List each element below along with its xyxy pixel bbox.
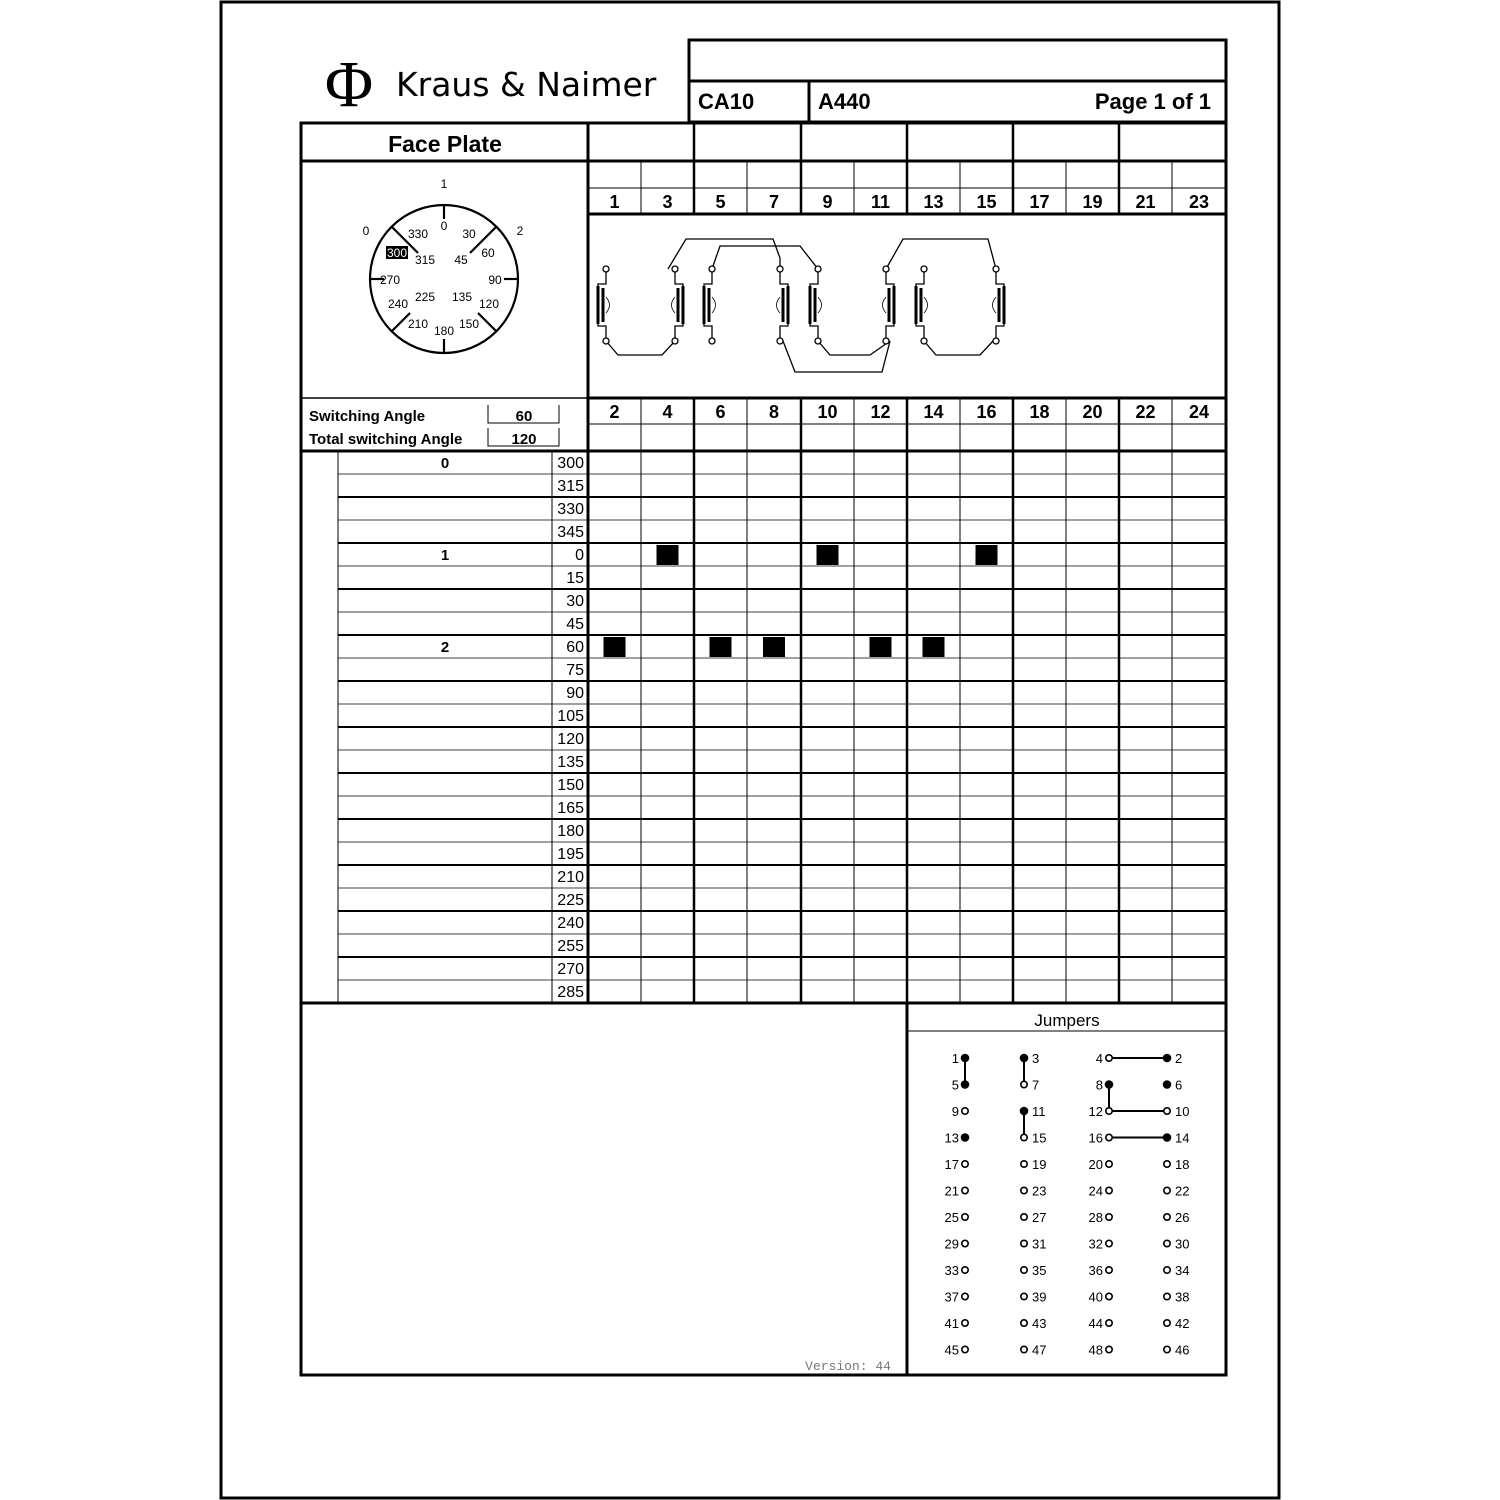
jumper-terminal-open [1164, 1320, 1170, 1326]
jumper-terminal-label: 19 [1032, 1157, 1047, 1172]
jumper-terminal-label: 31 [1032, 1236, 1047, 1252]
dial-angle-label: 30 [462, 227, 476, 241]
closed-contact-marker [763, 637, 785, 657]
terminal-number-top: 11 [870, 192, 891, 212]
jumper-terminal-label: 22 [1175, 1183, 1190, 1199]
jumper-terminal-open [1164, 1187, 1170, 1193]
dial-angle-label: 315 [414, 253, 436, 267]
position-angle: 345 [557, 524, 584, 541]
position-angle: 45 [566, 616, 584, 633]
jumper-terminal-label: 15 [1032, 1130, 1047, 1146]
jumper-terminal-label: 47 [1032, 1342, 1047, 1358]
terminal-number-top: 21 [1135, 192, 1156, 212]
jumper-terminal-open [1021, 1293, 1027, 1299]
face-plate-title: Face Plate [388, 131, 502, 157]
dial-angle-label: 90 [488, 273, 502, 287]
jumper-terminal-label: 41 [944, 1316, 959, 1331]
dial-angle-label: 330 [407, 227, 429, 241]
jumper-terminal-filled [1106, 1081, 1113, 1088]
jumper-terminal-filled [1164, 1055, 1171, 1062]
switching-angle-value: 60 [515, 408, 533, 425]
position-label: 1 [440, 547, 450, 564]
position-angle: 270 [557, 961, 584, 978]
jumper-terminal-open [962, 1267, 968, 1273]
jumper-terminal-label: 29 [944, 1236, 959, 1252]
jumper-terminal-open [1164, 1214, 1170, 1220]
jumper-terminal-open [1106, 1267, 1112, 1273]
terminal-number-top: 17 [1029, 192, 1050, 212]
position-angle: 195 [557, 846, 584, 863]
closed-contact-marker [817, 545, 839, 565]
dial-angle-label: 150 [458, 317, 480, 331]
jumper-terminal-open [1164, 1240, 1170, 1246]
jumper-terminal-open [1106, 1055, 1112, 1061]
dial-angle-label: 210 [407, 317, 429, 331]
jumper-terminal-filled [962, 1055, 969, 1062]
jumper-terminal-label: 18 [1175, 1157, 1190, 1172]
terminal-number-bottom: 8 [768, 402, 780, 422]
jumper-terminal-label: 6 [1175, 1077, 1183, 1093]
jumper-terminal-label: 21 [944, 1183, 959, 1199]
jumper-terminal-open [1021, 1081, 1027, 1087]
jumper-terminal-filled [1021, 1055, 1028, 1062]
jumper-terminal-label: 14 [1175, 1130, 1190, 1146]
position-angle: 75 [566, 662, 584, 679]
jumper-terminal-label: 12 [1088, 1104, 1103, 1119]
jumper-terminal-filled [1164, 1134, 1171, 1141]
dial-angle-label: 60 [481, 246, 495, 260]
closed-contact-marker [976, 545, 998, 565]
dial-position-label: 0 [362, 224, 370, 238]
jumper-terminal-label: 25 [944, 1210, 959, 1225]
jumper-terminal-label: 23 [1032, 1183, 1047, 1199]
jumper-terminal-label: 38 [1175, 1289, 1190, 1305]
jumper-terminal-open [1164, 1108, 1170, 1114]
brand-name: Kraus & Naimer [396, 65, 657, 104]
terminal-number-bottom: 4 [662, 402, 673, 422]
terminal-number-top: 7 [768, 192, 780, 212]
jumper-terminal-label: 30 [1175, 1236, 1190, 1252]
jumper-terminal-open [1106, 1293, 1112, 1299]
brand-symbol: Φ [324, 48, 374, 121]
jumper-terminal-label: 2 [1175, 1051, 1183, 1066]
jumper-terminal-open [1021, 1187, 1027, 1193]
jumper-terminal-label: 5 [951, 1077, 959, 1093]
jumper-terminal-open [962, 1161, 968, 1167]
terminal-number-top: 1 [609, 192, 620, 212]
jumper-terminal-filled [962, 1134, 969, 1141]
jumper-terminal-open [1021, 1320, 1027, 1326]
terminal-number-bottom: 12 [870, 402, 891, 422]
position-angle: 15 [566, 570, 584, 587]
closed-contact-marker [710, 637, 732, 657]
terminal-number-top: 13 [923, 192, 944, 212]
position-label: 2 [440, 639, 450, 656]
jumper-terminal-open [1021, 1267, 1027, 1273]
dial-angle-label: 180 [433, 324, 455, 338]
jumper-terminal-label: 45 [944, 1342, 959, 1358]
jumper-terminal-open [1106, 1108, 1112, 1114]
closed-contact-marker [657, 545, 679, 565]
terminal-number-bottom: 2 [609, 402, 620, 422]
jumper-terminal-label: 10 [1175, 1104, 1190, 1119]
jumper-terminal-open [1164, 1346, 1170, 1352]
terminal-number-top: 23 [1188, 192, 1210, 212]
position-angle: 90 [566, 685, 584, 702]
position-angle: 330 [557, 501, 584, 518]
jumper-terminal-open [1106, 1320, 1112, 1326]
dial-angle-label: 225 [414, 290, 436, 304]
dial-angle-label: 300 [386, 246, 408, 260]
position-angle: 240 [557, 915, 584, 932]
jumper-terminal-open [1164, 1293, 1170, 1299]
jumper-terminal-open [1106, 1134, 1112, 1140]
closed-contact-marker [923, 637, 945, 657]
jumper-terminal-open [1164, 1161, 1170, 1167]
position-angle: 135 [557, 754, 584, 771]
jumper-terminal-label: 26 [1175, 1210, 1190, 1225]
position-label: 0 [440, 455, 450, 472]
terminal-number-bottom: 6 [715, 402, 726, 422]
terminal-number-bottom: 20 [1082, 402, 1103, 422]
jumper-terminal-label: 37 [944, 1289, 959, 1305]
jumper-terminal-label: 33 [944, 1263, 959, 1278]
jumper-terminal-label: 34 [1175, 1263, 1190, 1278]
jumper-terminal-open [1021, 1134, 1027, 1140]
position-angle: 105 [557, 708, 584, 725]
jumper-terminal-filled [1164, 1081, 1171, 1088]
jumper-terminal-label: 43 [1032, 1316, 1047, 1331]
version-label: Version: 44 [805, 1359, 891, 1374]
terminal-number-bottom: 18 [1029, 402, 1050, 422]
terminal-number-bottom: 10 [817, 402, 838, 422]
jumper-terminal-label: 42 [1175, 1316, 1190, 1331]
terminal-number-top: 9 [822, 192, 833, 212]
jumper-terminal-label: 44 [1088, 1316, 1103, 1331]
jumper-terminal-label: 1 [951, 1051, 959, 1066]
jumper-terminal-label: 36 [1088, 1263, 1103, 1278]
terminal-number-bottom: 24 [1188, 402, 1210, 422]
jumper-terminal-label: 39 [1032, 1289, 1047, 1305]
jumper-terminal-open [1106, 1161, 1112, 1167]
jumper-terminal-label: 11 [1032, 1104, 1046, 1119]
jumper-terminal-label: 16 [1088, 1130, 1103, 1146]
dial-position-label: 2 [516, 224, 524, 238]
position-angle: 225 [557, 892, 584, 909]
jumper-terminal-label: 20 [1088, 1157, 1103, 1172]
jumper-terminal-label: 40 [1088, 1289, 1103, 1305]
dial-position-label: 1 [440, 177, 448, 191]
position-angle: 165 [557, 800, 584, 817]
jumper-terminal-label: 7 [1032, 1077, 1040, 1093]
jumper-terminal-open [1106, 1187, 1112, 1193]
jumper-terminal-label: 4 [1095, 1051, 1103, 1066]
jumper-terminal-open [962, 1214, 968, 1220]
jumper-terminal-open [1021, 1346, 1027, 1352]
jumper-terminal-filled [1021, 1108, 1028, 1115]
jumper-terminal-label: 46 [1175, 1342, 1190, 1358]
jumper-terminal-open [962, 1108, 968, 1114]
jumper-terminal-open [1021, 1240, 1027, 1246]
jumper-terminal-label: 9 [951, 1104, 959, 1119]
terminal-number-top: 15 [976, 192, 997, 212]
jumper-terminal-label: 8 [1095, 1077, 1103, 1093]
series-code: CA10 [698, 89, 755, 114]
dial-angle-label: 135 [451, 290, 473, 304]
total-switching-angle-value: 120 [511, 431, 537, 448]
jumper-terminal-open [962, 1346, 968, 1352]
jumper-terminal-label: 35 [1032, 1263, 1047, 1278]
dial-angle-label: 120 [478, 297, 500, 311]
position-angle: 285 [557, 984, 584, 1001]
terminal-number-bottom: 14 [923, 402, 944, 422]
position-angle: 60 [566, 639, 584, 656]
jumper-terminal-label: 3 [1032, 1051, 1040, 1066]
jumper-terminal-label: 28 [1088, 1210, 1103, 1225]
jumper-terminal-label: 17 [944, 1157, 959, 1172]
position-angle: 180 [557, 823, 584, 840]
jumper-terminal-label: 13 [944, 1130, 959, 1146]
jumper-terminal-open [962, 1187, 968, 1193]
jumper-terminal-open [962, 1240, 968, 1246]
dial-angle-label: 240 [387, 297, 409, 311]
position-angle: 30 [566, 593, 584, 610]
jumper-terminal-open [1106, 1214, 1112, 1220]
position-angle: 255 [557, 938, 584, 955]
jumper-terminal-label: 24 [1088, 1183, 1103, 1199]
jumper-terminal-open [1106, 1240, 1112, 1246]
closed-contact-marker [870, 637, 892, 657]
product-code: A440 [818, 89, 871, 114]
dial-angle-label: 0 [440, 219, 448, 233]
terminal-number-top: 3 [662, 192, 673, 212]
jumper-terminal-label: 32 [1088, 1236, 1103, 1252]
position-angle: 120 [557, 731, 584, 748]
jumper-terminal-label: 27 [1032, 1210, 1047, 1225]
jumper-terminal-open [1021, 1214, 1027, 1220]
jumper-terminal-open [962, 1293, 968, 1299]
jumper-terminal-open [1021, 1161, 1027, 1167]
dial-angle-label: 270 [379, 273, 401, 287]
position-angle: 210 [557, 869, 584, 886]
jumper-terminal-filled [962, 1081, 969, 1088]
jumper-terminal-label: 48 [1088, 1342, 1103, 1358]
terminal-number-bottom: 16 [976, 402, 997, 422]
position-angle: 0 [575, 547, 584, 564]
jumper-terminal-open [1164, 1267, 1170, 1273]
terminal-number-bottom: 22 [1135, 402, 1156, 422]
total-switching-angle-label: Total switching Angle [309, 431, 463, 448]
jumper-terminal-open [1106, 1346, 1112, 1352]
terminal-number-top: 5 [715, 192, 726, 212]
position-angle: 315 [557, 478, 584, 495]
jumpers-title: Jumpers [1034, 1011, 1100, 1030]
switching-angle-label: Switching Angle [309, 408, 426, 425]
closed-contact-marker [604, 637, 626, 657]
position-angle: 300 [557, 455, 584, 472]
page-info: Page 1 of 1 [1094, 89, 1211, 114]
position-angle: 150 [557, 777, 584, 794]
terminal-number-top: 19 [1082, 192, 1103, 212]
dial-angle-label: 45 [454, 253, 468, 267]
jumper-terminal-open [962, 1320, 968, 1326]
